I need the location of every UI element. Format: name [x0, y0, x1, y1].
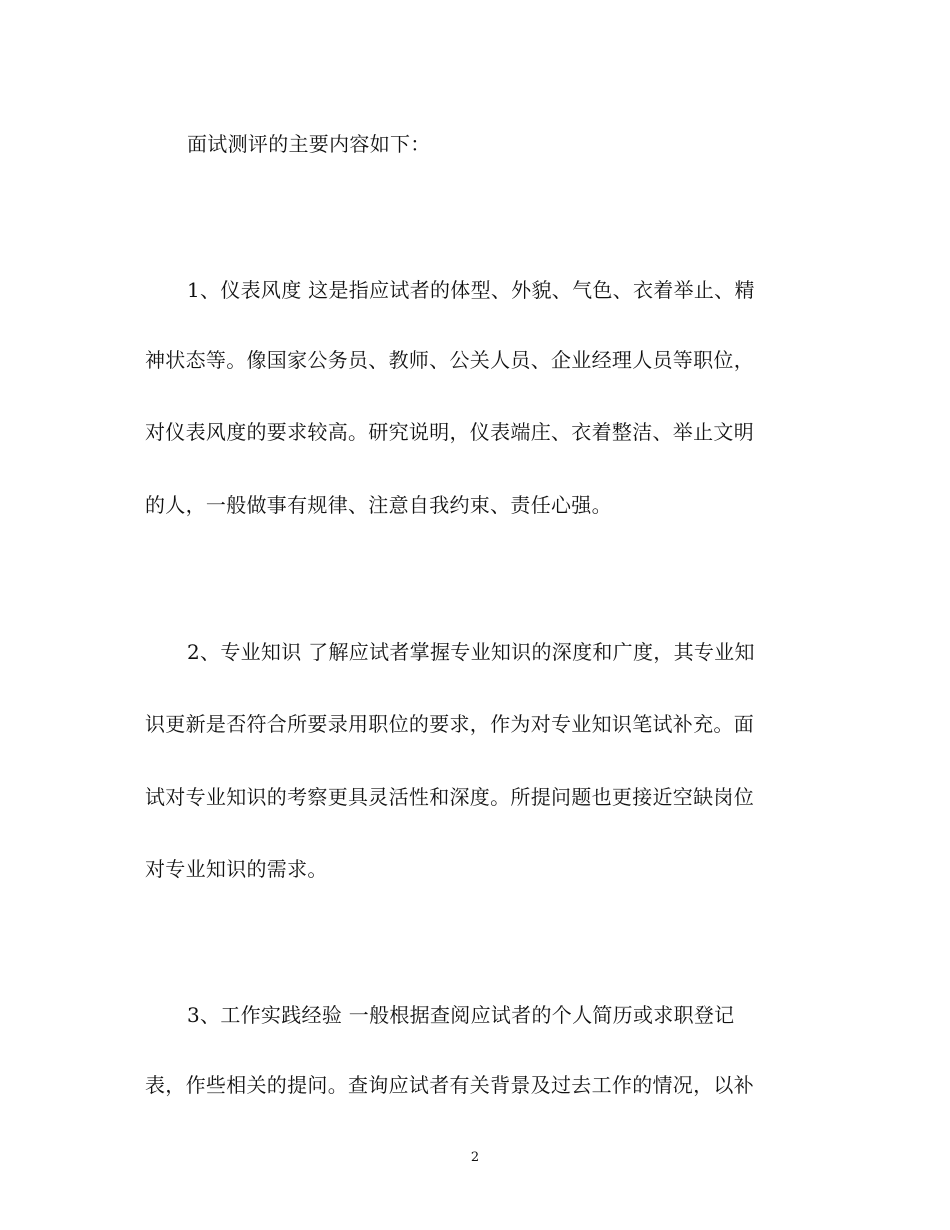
section-2-line-2: 识更新是否符合所要录用职位的要求，作为对专业知识笔试补充。面 — [145, 712, 754, 736]
section-1-line-1: 1、仪表风度 这是指应试者的体型、外貌、气色、衣着举止、精 — [187, 278, 755, 302]
section-1-line-3: 对仪表风度的要求较高。研究说明，仪表端庄、衣着整洁、举止文明 — [145, 420, 754, 444]
intro-paragraph: 面试测评的主要内容如下： — [187, 132, 431, 156]
section-3-line-1: 3、工作实践经验 一般根据查阅应试者的个人简历或求职登记 — [187, 1003, 735, 1027]
section-2-line-1: 2、专业知识 了解应试者掌握专业知识的深度和广度，其专业知 — [187, 640, 755, 664]
page-number: 2 — [470, 1150, 480, 1165]
section-2-line-4: 对专业知识的需求。 — [145, 857, 328, 881]
section-1-line-2: 神状态等。像国家公务员、教师、公关人员、企业经理人员等职位， — [145, 348, 754, 372]
section-1-line-4: 的人，一般做事有规律、注意自我约束、责任心强。 — [145, 493, 612, 517]
section-2-line-3: 试对专业知识的考察更具灵活性和深度。所提问题也更接近空缺岗位 — [145, 785, 754, 809]
section-3-line-2: 表，作些相关的提问。查询应试者有关背景及过去工作的情况，以补 — [145, 1073, 754, 1097]
